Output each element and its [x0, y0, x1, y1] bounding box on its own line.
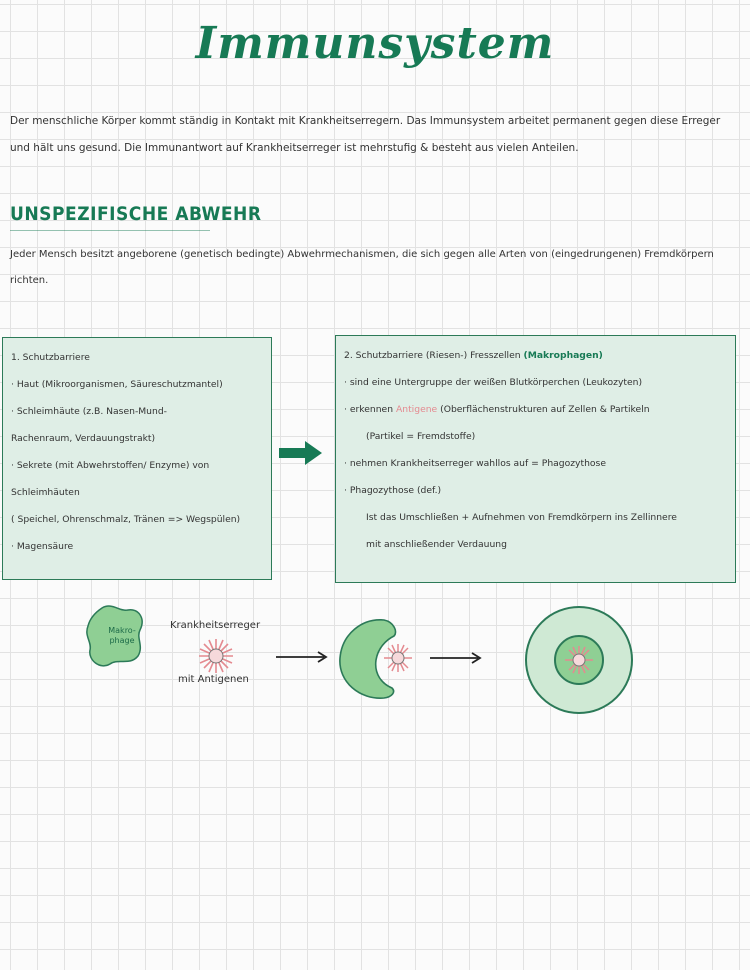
macrophage-label [96, 626, 148, 646]
engulfing-macrophage-icon [334, 614, 424, 704]
box2-line-6: · Phagozythose (def.) [344, 485, 442, 496]
arrow-right-icon [279, 440, 323, 466]
heading-underline [10, 230, 210, 231]
intro-line-2: und hält uns gesund. Die Immunantwort auf Krankheitserreger ist mehrstufig & besteht aus vielen Anteilen. [10, 142, 579, 154]
arrow-right-icon [430, 651, 484, 665]
box2-line-3-suffix: (Oberflächenstrukturen auf Zellen & Partikeln [437, 404, 650, 415]
pathogen-antigen-icon [196, 636, 236, 676]
antigen-term: Antigene [395, 404, 438, 415]
box1-line: · Haut (Mikroorganismen, Säureschutzmantel) [11, 379, 223, 390]
antigen-label: mit Antigenen [178, 674, 249, 685]
box2-line-8: mit anschließender Verdauung [366, 539, 507, 550]
box2-line-5: · nehmen Krankheitserreger wahllos auf = Phagozythose [344, 458, 606, 469]
box1-line: 1. Schutzbarriere [11, 352, 90, 363]
section-heading: UNSPEZIFISCHE ABWEHR [10, 203, 262, 225]
box2-line-1 [344, 342, 727, 369]
intro-text [10, 108, 735, 162]
box2-line-7: Ist das Umschließen + Aufnehmen von Fremdkörpern ins Zellinnere [366, 512, 677, 523]
box2-line-3-prefix: · erkennen [344, 404, 396, 415]
phagocytosed-cell-icon [524, 605, 634, 715]
box1-line: · Schleimhäute (z.B. Nasen-Mund- [11, 406, 167, 417]
box1-line: ( Speichel, Ohrenschmalz, Tränen => Wegspülen) [11, 514, 241, 525]
section-text [10, 242, 735, 294]
box2-line-2: · sind eine Untergruppe der weißen Blutkörperchen (Leukozyten) [344, 377, 643, 388]
box2-line-3 [344, 396, 727, 423]
arrow-right-icon [276, 650, 330, 664]
pathogen-label: Krankheitserreger [170, 620, 261, 631]
box1-line: Rachenraum, Verdauungstrakt) [11, 433, 156, 444]
first-barrier-box [2, 337, 272, 580]
box1-line: · Magensäure [11, 541, 74, 552]
section-line-1: Jeder Mensch besitzt angeborene (genetisch bedingte) Abwehrmechanismen, die sich gegen alle Arten von (eingedrungenen) Fremdkörpern [10, 249, 714, 260]
page-title: Immunsystem [195, 18, 555, 69]
macrophage-label-1: Makro- [108, 626, 136, 635]
box1-line: · Sekrete (mit Abwehrstoffen/ Enzyme) von [11, 460, 210, 471]
intro-line-1: Der menschliche Körper kommt ständig in Kontakt mit Krankheitserregern. Das Immunsystem arbeitet permanent gegen diese Erreger [10, 115, 721, 127]
box1-line: Schleimhäuten [11, 487, 80, 498]
macrophage-label-2: phage [109, 636, 135, 645]
box2-line-4: (Partikel = Fremdstoffe) [366, 431, 476, 442]
box2-line-1-text: 2. Schutzbarriere (Riesen-) Fresszellen [344, 350, 524, 361]
macrophage-term: (Makrophagen) [523, 350, 603, 361]
section-line-2: richten. [10, 275, 49, 286]
second-barrier-box [335, 335, 736, 583]
